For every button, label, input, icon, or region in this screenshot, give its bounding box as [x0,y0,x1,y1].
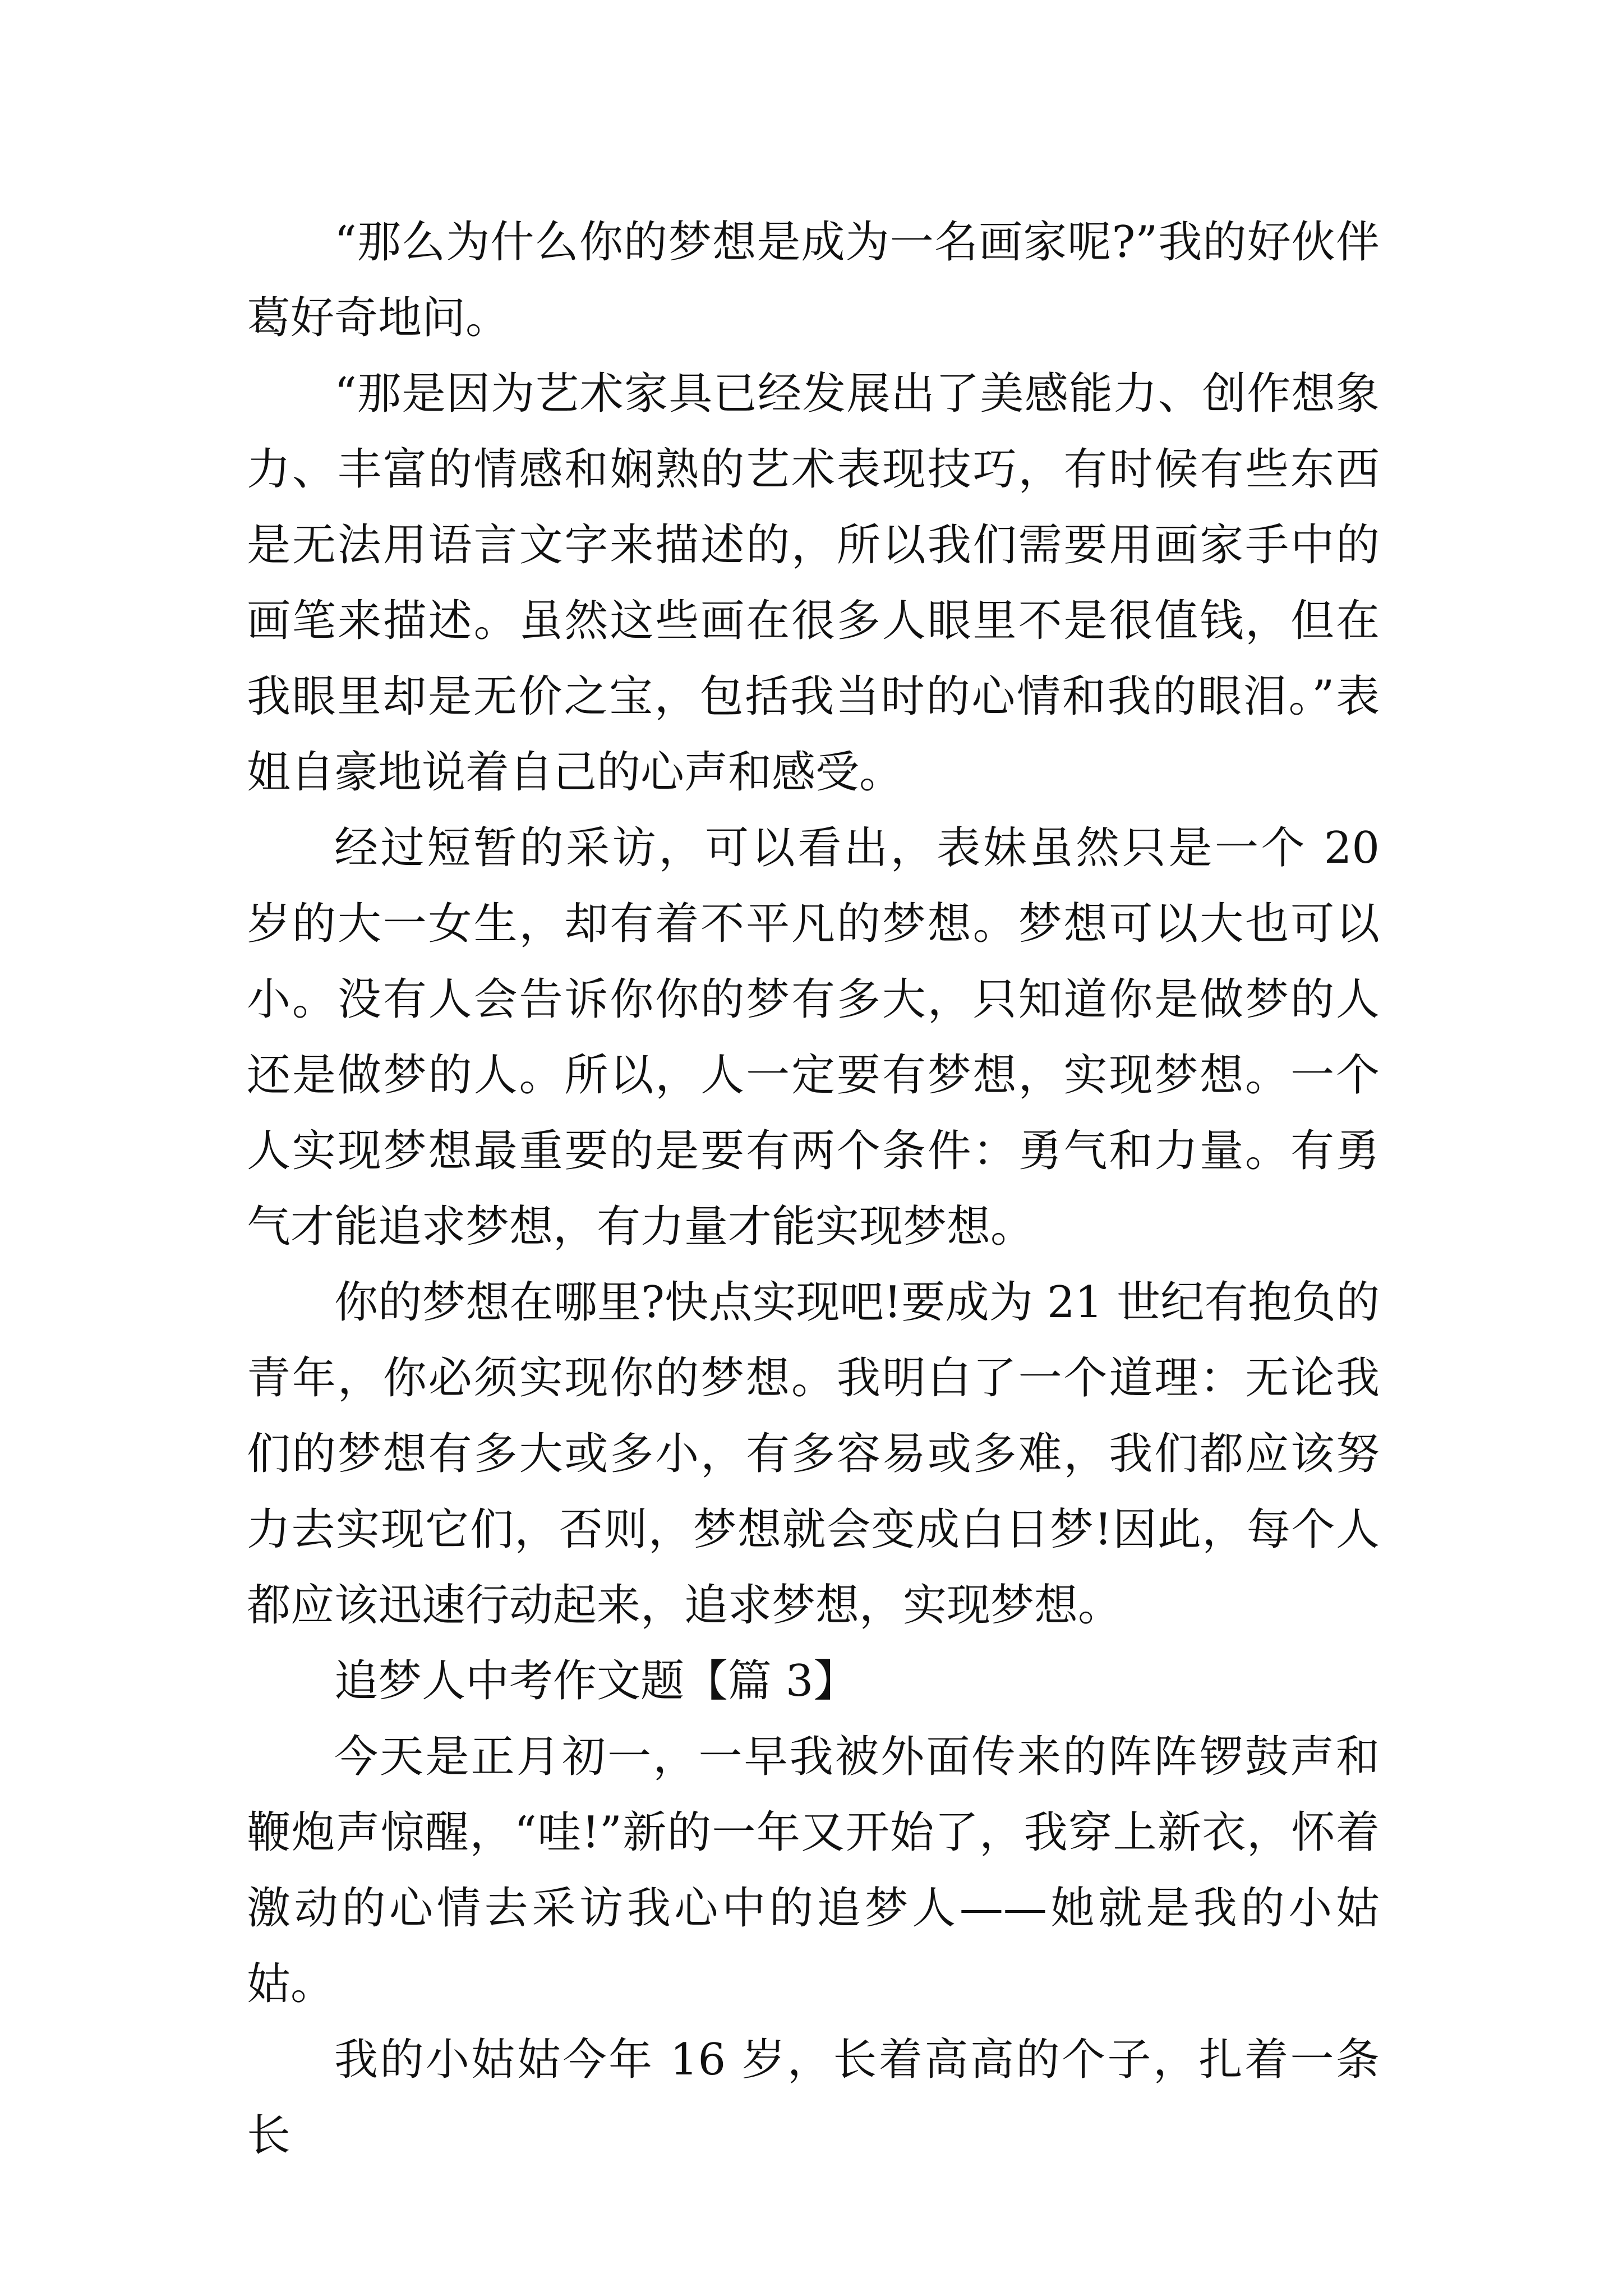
paragraph-4: 你的梦想在哪里?快点实现吧!要成为 21 世纪有抱负的青年，你必须实现你的梦想。我明白了一个道理：无论我们的梦想有多大或多小，有多容易或多难，我们都应该努力去实现它们，否则，梦想就会变成白日梦!因此，每个人都应该迅速行动起来，追求梦想，实现梦想。 [247,1277,1380,1631]
paragraph-1: “那么为什么你的梦想是成为一名画家呢?”我的好伙伴葛好奇地问。 [247,217,1380,343]
paragraph-5: 今天是正月初一，一早我被外面传来的阵阵锣鼓声和鞭炮声惊醒，“哇!”新的一年又开始了，我穿上新衣，怀着激动的心情去采访我心中的追梦人——她就是我的小姑姑。 [247,1732,1380,2009]
document-body [247,205,1380,2174]
section-heading: 追梦人中考作文题【篇 3】 [334,1656,857,1706]
paragraph-2: “那是因为艺术家具已经发展出了美感能力、创作想象力、丰富的情感和娴熟的艺术表现技巧，有时候有些东西是无法用语言文字来描述的，所以我们需要用画家手中的画笔来描述。虽然这些画在很多人眼里不是很值钱，但在我眼里却是无价之宝，包括我当时的心情和我的眼泪。”表姐自豪地说着自己的心声和感受。 [247,369,1380,798]
paragraph-3: 经过短暂的采访，可以看出，表妹虽然只是一个 20 岁的大一女生，却有着不平凡的梦想。梦想可以大也可以小。没有人会告诉你你的梦有多大，只知道你是做梦的人还是做梦的人。所以，人一定要有梦想，实现梦想。一个人实现梦想最重要的是要有两个条件：勇气和力量。有勇气才能追求梦想，有力量才能实现梦想。 [247,823,1380,1252]
paragraph-6: 我的小姑姑今年 16 岁，长着高高的个子，扎着一条长 [247,2035,1380,2161]
